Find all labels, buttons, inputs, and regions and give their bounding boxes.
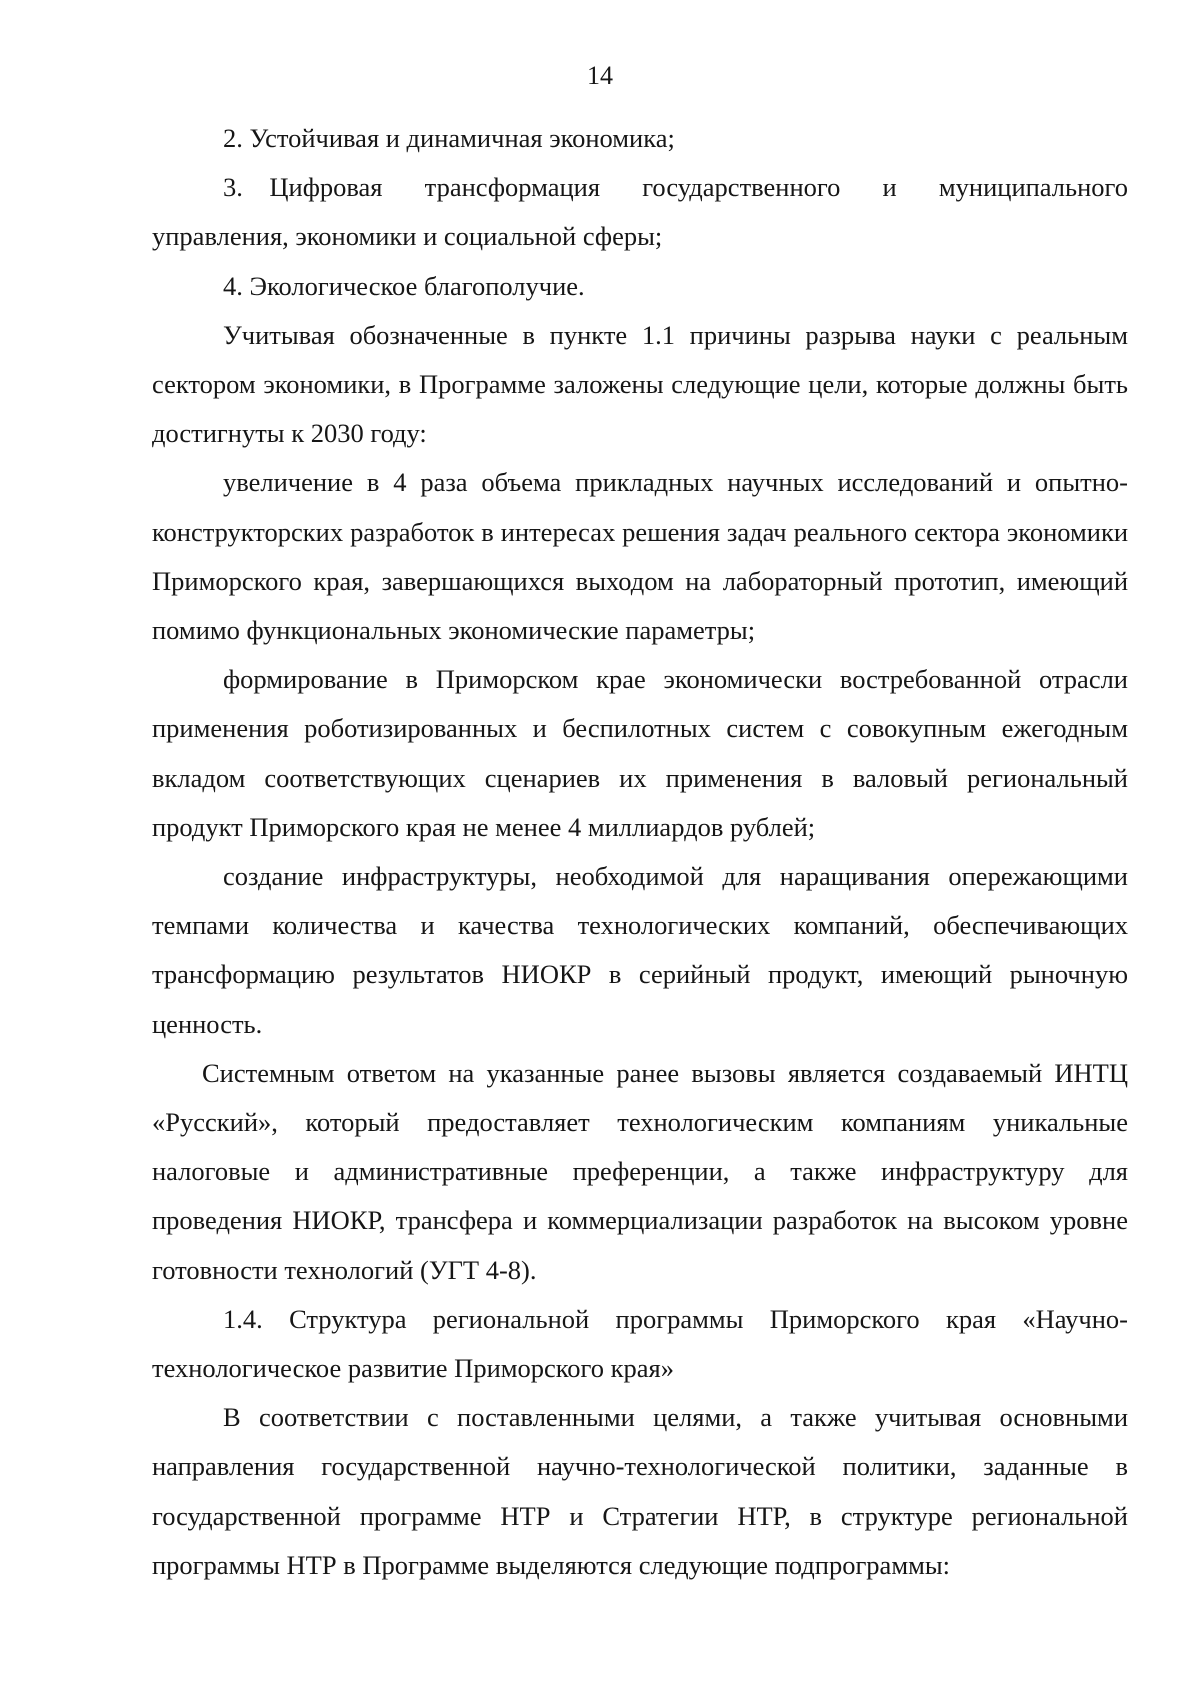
- list-item-ecology: 4. Экологическое благополучие.: [223, 270, 585, 301]
- page-body: [152, 114, 1128, 1590]
- paragraph-intc-russky: Системным ответом на указанные ранее вызовы является создаваемый ИНТЦ «Русский», который предоставляет технологическим компаниям уникальные налоговые и административные преференции, а также инфраструктуру для проведения НИОКР, трансфера и коммерциализации разработок на высоком уровне готовности технологий (УГТ 4-8).: [152, 1057, 1128, 1285]
- goal-paragraph-infrastructure: создание инфраструктуры, необходимой для наращивания опережающими темпами количества и качества технологических компаний, обеспечивающих трансформацию результатов НИОКР в серийный продукт, имеющий рыночную ценность.: [152, 861, 1128, 1039]
- list-item-economy: 2. Устойчивая и динамичная экономика;: [223, 123, 675, 153]
- goal-paragraph-robotics: формирование в Приморском крае экономически востребованной отрасли применения роботизированных и беспилотных систем с совокупным ежегодным вкладом соответствующих сценариев их применения в валовый региональный продукт Приморского края не менее 4 миллиардов рублей;: [152, 664, 1128, 842]
- goal-paragraph-research: увеличение в 4 раза объема прикладных научных исследований и опытно-конструкторских разработок в интересах решения задач реального сектора экономики Приморского края, завершающихся выходом на лабораторный прототип, имеющий помимо функциональных экономические параметры;: [152, 467, 1128, 646]
- section-heading-1-4: 1.4. Структура региональной программы Приморского края «Научно-технологическое развитие Приморского края»: [152, 1303, 1128, 1384]
- paragraph-goals-intro: Учитывая обозначенные в пункте 1.1 причины разрыва науки с реальным сектором экономики, в Программе заложены следующие цели, которые должны быть достигнуты к 2030 году:: [152, 319, 1128, 449]
- list-item-digital-transformation: 3. Цифровая трансформация государственного и муниципального управления, экономики и социальной сферы;: [152, 172, 1128, 252]
- page-number: 14: [587, 61, 613, 90]
- paragraph-subprograms: В соответствии с поставленными целями, а также учитывая основными направления государственной научно-технологической политики, заданные в государственной программе НТР и Стратегии НТР, в структуре региональной программы НТР в Программе выделяются следующие подпрограммы:: [152, 1402, 1128, 1580]
